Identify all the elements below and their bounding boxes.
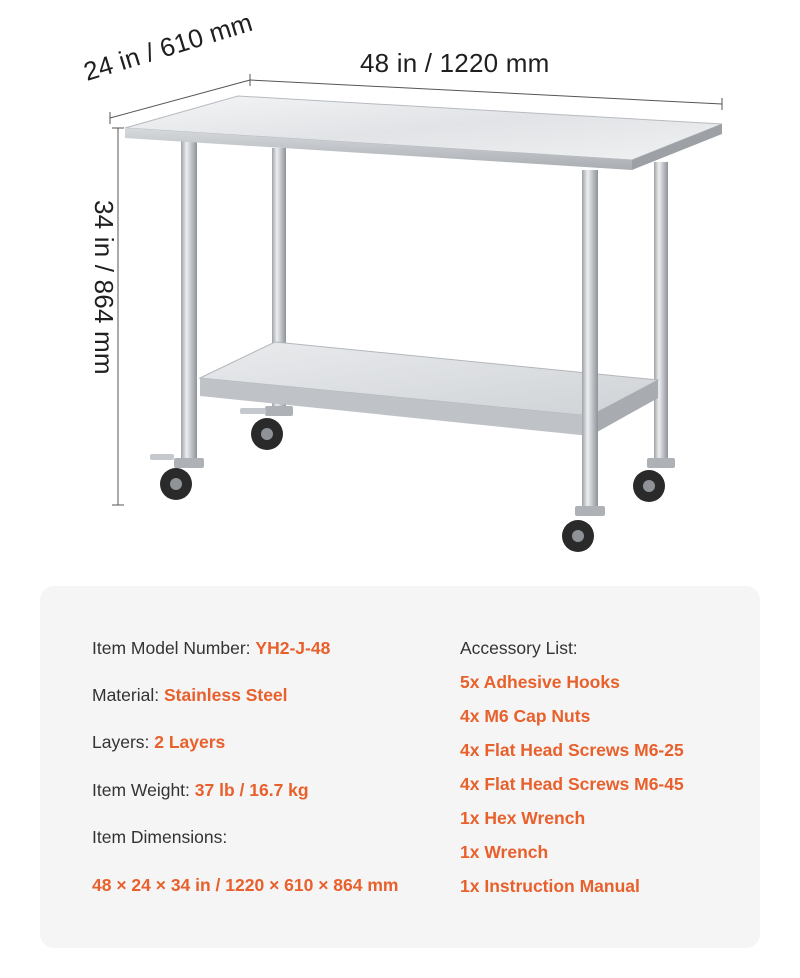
spec-weight: [92, 780, 309, 801]
accessory-item: 4x Flat Head Screws M6-45: [460, 774, 684, 794]
caster-back-right: [633, 458, 675, 502]
table-top: [125, 96, 722, 170]
spec-layers-value: 2 Layers: [154, 732, 226, 752]
spec-dimensions-label: Item Dimensions:: [92, 827, 228, 847]
accessory-item: 1x Hex Wrench: [460, 808, 586, 828]
spec-layers-label: Layers:: [92, 732, 150, 752]
spec-material: [92, 685, 288, 706]
spec-dimensions-value: 48 × 24 × 34 in / 1220 × 610 × 864 mm: [92, 875, 399, 895]
spec-material-label: Material:: [92, 685, 160, 705]
accessory-item: 1x Wrench: [460, 842, 549, 862]
spec-weight-value: 37 lb / 16.7 kg: [194, 780, 309, 800]
spec-model-label: Item Model Number:: [92, 638, 251, 658]
spec-model-value: YH2-J-48: [255, 638, 331, 658]
spec-card: [40, 586, 760, 948]
spec-weight-label: Item Weight:: [92, 780, 190, 800]
caster-back-left: [240, 406, 293, 450]
height-dimension-label: 34 in / 864 mm: [89, 200, 119, 375]
depth-dimension-label: 24 in / 610 mm: [80, 6, 256, 87]
width-dimension-label: 48 in / 1220 mm: [360, 48, 550, 78]
accessory-item: 5x Adhesive Hooks: [460, 672, 620, 692]
accessory-item: 4x Flat Head Screws M6-25: [460, 740, 684, 760]
front-legs: [181, 140, 598, 510]
accessory-item: 1x Instruction Manual: [460, 876, 640, 896]
spec-model: [92, 638, 330, 659]
caster-front-right: [562, 506, 605, 552]
spec-material-value: Stainless Steel: [163, 685, 288, 705]
spec-layers: [92, 732, 225, 753]
accessory-item: 4x M6 Cap Nuts: [460, 706, 591, 726]
accessory-list-title: Accessory List:: [460, 638, 578, 658]
caster-front-left: [150, 454, 204, 500]
